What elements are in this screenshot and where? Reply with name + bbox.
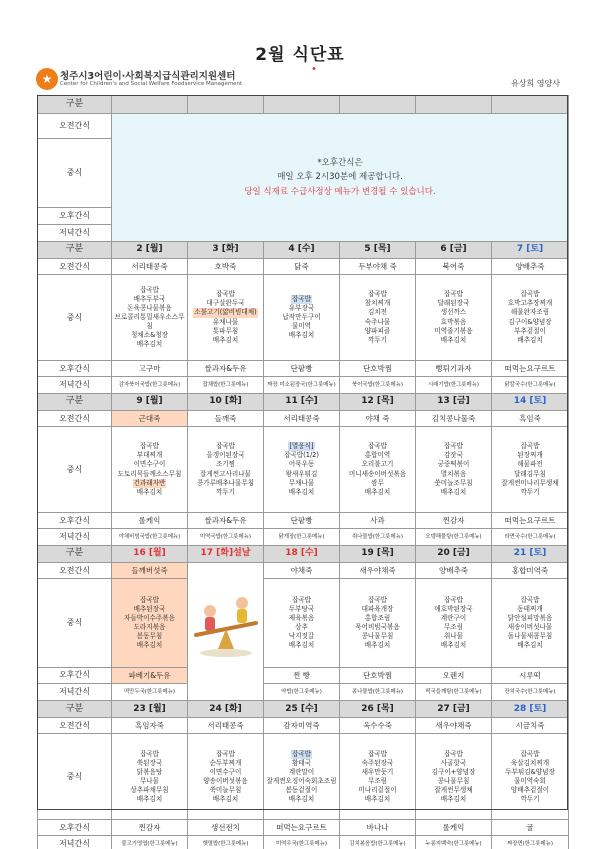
- lunch-item: 감잣국: [443, 451, 464, 460]
- lunch-item: 잡곡밥: [520, 749, 540, 758]
- lunch-item: 양배추겉절이: [510, 785, 550, 794]
- lunch-item: 물미역숙회: [514, 776, 546, 785]
- am-snack: 흑임죽: [492, 411, 569, 427]
- lunch-item: 배추김치: [136, 487, 163, 496]
- am-snack: 시금치죽: [492, 718, 569, 734]
- lunch-item: 잡곡밥(1/2): [284, 451, 319, 460]
- header-row-label: 구분: [38, 242, 112, 259]
- lunch-item: 잡곡밥: [367, 749, 388, 758]
- lunch-item: 애호박된장국: [434, 604, 473, 613]
- lunch-item: 잡곡밥: [443, 290, 464, 299]
- dinner-snack: 라면국수(한그릇메뉴): [492, 529, 569, 546]
- day-header: 27 [금]: [416, 701, 492, 718]
- lunch-item: 쑥미늘무침: [209, 785, 242, 794]
- pm-snack: 오렌지: [416, 667, 492, 683]
- lunch-item: 돈육콩나물볶음: [127, 303, 172, 312]
- lunch-item: 잡곡밥: [215, 442, 236, 451]
- lunch-item: 홍합조림: [364, 613, 391, 622]
- lunch-item: 잡곡밥: [291, 749, 312, 758]
- lunch-item: 잡곡밥: [139, 285, 160, 294]
- dinner-snack: 짜장 미소된장국(한그릇메뉴): [264, 377, 340, 394]
- lunch-item: 무조림: [443, 622, 464, 631]
- lunch-item: 묵어비빔국볶음: [355, 622, 400, 631]
- lunch-item: 김구이&양념장: [508, 317, 552, 326]
- am-snack: 닭죽: [264, 259, 340, 275]
- pm-snack: 단호박찜: [340, 667, 416, 683]
- lunch-item: 잡곡밥: [367, 442, 388, 451]
- lunch-item: 대파육개장: [361, 604, 394, 613]
- dinner-snack: 콩나물밥(한그릇메뉴): [340, 683, 416, 700]
- lunch-item: 조기찜: [215, 460, 236, 469]
- day-header: 6 [금]: [416, 242, 492, 259]
- lunch-item: 유채나물: [212, 317, 239, 326]
- pm-snack: 고구마: [112, 361, 188, 377]
- pm-row-label: 오후간식: [38, 361, 112, 377]
- lunch-item: 이면수구이: [133, 460, 166, 469]
- dinner-snack: 김치볶음밥(한그릇메뉴): [340, 836, 416, 849]
- lunch-item: 부대찌개: [136, 451, 163, 460]
- pm-snack: 롤케익: [112, 513, 188, 529]
- lunch-item: 배추김치: [288, 331, 315, 340]
- lunch-row-label: 중식: [38, 275, 112, 361]
- am-snack-label: 오전간식: [38, 114, 112, 139]
- lunch-item: 참치찌개: [364, 299, 391, 308]
- pm-snack: 파베기&두유: [112, 667, 188, 683]
- am-snack: 서리태콩죽: [264, 411, 340, 427]
- dinner-snack: 야채비빔국밥(한그릇메뉴): [112, 529, 188, 546]
- lunch-row-label: 중식: [38, 579, 112, 667]
- day-header: 19 [목]: [340, 546, 416, 563]
- lunch-item: 배추된장국: [133, 604, 166, 613]
- lunch-item: 상추파채무침: [130, 785, 169, 794]
- lunch-item: 잡곡밥: [520, 595, 540, 604]
- dinner-snack: 약밥(한그릇메뉴): [264, 683, 340, 700]
- lunch-item: 잡곡밥: [443, 595, 464, 604]
- lunch-item: 배추두부국: [133, 294, 166, 303]
- header-row-label: 구분: [38, 701, 112, 718]
- dinner-snack: 잔치국수(한그릇메뉴): [492, 683, 569, 700]
- pm-snack: 쌀과자&두유: [188, 513, 264, 529]
- lunch-row-label: 중식: [38, 734, 112, 820]
- dinner-row-label: 저녁간식: [38, 683, 112, 700]
- notice-line-2: 매일 오후 2시30분에 제공합니다.: [277, 172, 403, 183]
- lunch-item: 왕새우튀김: [285, 469, 318, 478]
- day-header: 24 [화]: [188, 701, 264, 718]
- am-snack: 김치콩나물죽: [416, 411, 492, 427]
- lunch-item: 소불고기(얇비빔대체): [194, 308, 257, 317]
- lunch-item: 두부탕국: [288, 604, 315, 613]
- am-snack: 감자미역죽: [264, 718, 340, 734]
- lunch-item: 달래김무침: [514, 469, 546, 478]
- lunch-item: 톳파무침: [212, 326, 239, 335]
- lunch-item: 호박볶음: [440, 317, 467, 326]
- decor-dot: •: [311, 64, 317, 75]
- lunch-item: 김구이+양념장: [431, 767, 476, 776]
- lunch-item: 김치전: [367, 308, 388, 317]
- lunch-item: 쑥된장국: [136, 758, 163, 767]
- lunch-item: 잡곡밥: [443, 442, 464, 451]
- lunch-item: 잡곡밥: [139, 749, 160, 758]
- am-row-label: 오전간식: [38, 563, 112, 579]
- lunch-item: 배추김치: [136, 641, 163, 650]
- header-label: 구분: [38, 96, 112, 114]
- lunch-item: 배추김치: [364, 487, 391, 496]
- lunch-item: 양파피클: [364, 326, 391, 335]
- dinner-snack: 떡만두국(한그릇메뉴): [112, 683, 188, 700]
- lunch-item: 두부튀김&양념장: [505, 767, 555, 776]
- lunch-item: 동태찌개: [517, 604, 543, 613]
- lunch-item: 유부장국: [288, 303, 315, 312]
- pm-row-label: 오후간식: [38, 667, 112, 683]
- lunch-item: 자들박이수주볶음: [124, 613, 175, 622]
- lunch-item: 돌나물새콤무침: [507, 632, 553, 641]
- am-row-label: 오전간식: [38, 718, 112, 734]
- lunch-item: 생선까스: [440, 308, 467, 317]
- lunch-item: 잘게썬무생채: [434, 785, 473, 794]
- dinner-snack: 잡채밥(한그릇메뉴): [188, 377, 264, 394]
- lunch-item: [멸웅식]: [289, 442, 314, 451]
- lunch-item: 미나리겉절이: [358, 785, 397, 794]
- lunch-item: 잡곡밥: [367, 290, 388, 299]
- am-snack: 양배추죽: [492, 259, 569, 275]
- lunch-item: 콩나물무침: [437, 776, 470, 785]
- pm-row-label: 오후간식: [38, 513, 112, 529]
- pm-snack: 단팥빵: [264, 361, 340, 377]
- lunch-item: 잡곡밥: [520, 442, 540, 451]
- center-name: 청주시3어린이·사회복지급식관리지원센터: [60, 71, 236, 82]
- lunch-item: 깍두기: [215, 487, 236, 496]
- lunch-item: 궁중떡볶이: [437, 460, 470, 469]
- dinner-snack: 누룽지백숙(한그릇메뉴): [416, 836, 492, 849]
- lunch-item: 닭안심피망볶음: [507, 613, 553, 622]
- lunch-item: 배추김치: [364, 795, 391, 804]
- am-snack: 근대죽: [112, 411, 188, 427]
- lunch-item: 육살김치찌개: [510, 758, 550, 767]
- lunch-item: 홍합미역: [364, 451, 391, 460]
- day-header: 18 [수]: [264, 546, 340, 563]
- day-header: 3 [화]: [188, 242, 264, 259]
- am-snack: 새우야채죽: [340, 563, 416, 579]
- am-snack: 호박죽: [188, 259, 264, 275]
- day-header: 11 [수]: [264, 394, 340, 411]
- pm-snack: 떠먹는요구르트: [264, 820, 340, 836]
- lunch-item: 깍두기: [520, 795, 540, 804]
- lunch-item: 배추김치: [440, 335, 467, 344]
- page-title: 2월 식단표: [255, 45, 345, 65]
- day-header: 9 [월]: [112, 394, 188, 411]
- day-header: 13 [금]: [416, 394, 492, 411]
- lunch-item: 잡곡밥: [215, 290, 236, 299]
- day-header: 26 [목]: [340, 701, 416, 718]
- notice-line-1: *오후간식은: [317, 157, 363, 168]
- am-row-label: 오전간식: [38, 411, 112, 427]
- pm-snack: 찐감자: [416, 513, 492, 529]
- day-header: 5 [목]: [340, 242, 416, 259]
- dietitian-name: 유상희 영양사: [511, 79, 560, 88]
- lunch-item: 된장찌개: [517, 451, 543, 460]
- am-snack: 서리태콩죽: [112, 259, 188, 275]
- dinner-snack: 떡국들깨탕(한그릇메뉴): [416, 683, 492, 700]
- dinner-snack: 미역국밥(한그릇메뉴): [188, 529, 264, 546]
- am-snack: 옥수수죽: [340, 718, 416, 734]
- pm-snack: 바나나: [340, 820, 416, 836]
- lunch-item: 취나물: [443, 632, 464, 641]
- lunch-item: 새우만둣기: [361, 767, 394, 776]
- lunch-item: 배추김치: [440, 641, 467, 650]
- am-snack: 홍합미역죽: [492, 563, 569, 579]
- lunch-item: 대구살완두국: [206, 299, 245, 308]
- lunch-item: 낙지젓갈: [288, 632, 315, 641]
- lunch-item: 봄동무침: [136, 632, 163, 641]
- lunch-item: 봄동겉절이: [285, 785, 318, 794]
- day-header: 16 [월]: [112, 546, 188, 563]
- lunch-item: 건과래자반: [133, 478, 166, 487]
- lunch-row-label: 중식: [38, 427, 112, 513]
- am-snack: 흑임자죽: [112, 718, 188, 734]
- lunch-item: 무나물: [139, 776, 160, 785]
- day-header: 14 [토]: [492, 394, 569, 411]
- pm-snack: 귤: [492, 820, 569, 836]
- am-snack: 두부야채 죽: [340, 259, 416, 275]
- am-snack: 새우야채죽: [416, 718, 492, 734]
- lunch-item: 무조림: [367, 776, 388, 785]
- am-snack: 야채죽: [264, 563, 340, 579]
- dinner-label: 저녁간식: [38, 225, 112, 242]
- lunch-item: 잘게썬고사리나물: [200, 469, 251, 478]
- lunch-item: 배추김치: [136, 795, 163, 804]
- lunch-item: 해물완자조림: [510, 308, 550, 317]
- header-row-label: 구분: [38, 394, 112, 411]
- am-snack: 들깨죽: [188, 411, 264, 427]
- dinner-snack: 닭개장(한그릇메뉴): [264, 529, 340, 546]
- am-snack: 북어죽: [416, 259, 492, 275]
- lunch-item: 콩가루배추나물무침: [196, 478, 255, 487]
- lunch-item: 배추김치: [440, 795, 467, 804]
- lunch-item: 순두부찌개: [209, 758, 242, 767]
- lunch-item: 콩나물무침: [361, 632, 394, 641]
- lunch-item: 배추김치: [212, 795, 239, 804]
- day-header: 2 [월]: [112, 242, 188, 259]
- dinner-snack: 감자북어국밥(한그릇메뉴): [112, 377, 188, 394]
- lunch-item: 달래된장국: [437, 299, 470, 308]
- center-logo-icon: ★: [36, 68, 58, 90]
- pm-snack: 생선전치: [188, 820, 264, 836]
- lunch-item: 미니새송이버섯볶음: [348, 469, 407, 478]
- pm-snack: 롤케익: [416, 820, 492, 836]
- am-row-label: 오전간식: [38, 259, 112, 275]
- lunch-item: 배추김치: [364, 641, 391, 650]
- pm-snack: 찐감자: [112, 820, 188, 836]
- lunch-item: 닭볶음탕: [136, 767, 163, 776]
- lunch-item: 도라지볶음: [133, 622, 166, 631]
- lunch-item: 깍두기: [520, 487, 540, 496]
- pm-snack: 쌀과자&두유: [188, 361, 264, 377]
- lunch-item: 이면수구이: [209, 767, 242, 776]
- lunch-item: 제육볶음: [288, 613, 315, 622]
- lunch-item: 잡곡밥: [291, 595, 312, 604]
- lunch-item: 올갱이된장국: [206, 451, 245, 460]
- day-header: 7 [토]: [492, 242, 569, 259]
- lunch-item: 쌈무: [371, 478, 384, 487]
- pm-snack: 시루떡: [492, 667, 569, 683]
- lunch-item: 잡곡밥: [520, 290, 540, 299]
- pm-snack: 뻥튀기과자: [416, 361, 492, 377]
- dinner-row-label: 저녁간식: [38, 529, 112, 546]
- lunch-item: 잡곡밥: [139, 595, 160, 604]
- lunch-item: 쑷미늘조무침: [434, 478, 473, 487]
- lunch-item: 배추김치: [517, 641, 543, 650]
- am-snack: 들깨버섯죽: [112, 563, 188, 579]
- lunch-item: 도토리묵들깨소스무침: [117, 469, 182, 478]
- header-row-label: 구분: [38, 546, 112, 563]
- lunch-label: 중식: [38, 139, 112, 208]
- day-header: 10 [화]: [188, 394, 264, 411]
- lunch-item: 브로콜리통밀새우소스무침: [114, 312, 185, 331]
- lunch-item: 계란말이: [288, 767, 315, 776]
- lunch-item: 숙주된장국: [361, 758, 394, 767]
- dinner-snack: 닭칼국수(한그릇메뉴): [492, 377, 569, 394]
- lunch-item: 숙주나물: [364, 317, 391, 326]
- pm-snack: 떠먹는요구르트: [492, 361, 569, 377]
- day-header: 21 [토]: [492, 546, 569, 563]
- lunch-item: 배추김치: [440, 487, 467, 496]
- lunch-item: 사골핫국: [440, 758, 467, 767]
- pm-snack: 단호박찜: [340, 361, 416, 377]
- lunch-item: 양송이버섯볶음: [203, 776, 248, 785]
- day-header: 4 [수]: [264, 242, 340, 259]
- table-frame: [37, 95, 568, 810]
- lunch-item: 청채소&청장: [131, 331, 168, 340]
- am-snack: 양배추죽: [416, 563, 492, 579]
- lunch-item: 배추김치: [212, 335, 239, 344]
- dinner-snack: 미역우국(한그릇메뉴): [264, 836, 340, 849]
- dinner-snack: 시래기밥(한그릇메뉴): [416, 377, 492, 394]
- dinner-row-label: 저녁간식: [38, 836, 112, 849]
- day-header: 12 [목]: [340, 394, 416, 411]
- lunch-item: 배추김치: [288, 795, 315, 804]
- lunch-item: 호박고추장찌개: [507, 299, 553, 308]
- lunch-item: 계란구이: [440, 613, 467, 622]
- dinner-snack: 오뎅해물탕(한그릇메뉴): [416, 529, 492, 546]
- center-name-en: Center for Children's and Social Welfare Foodservice Management: [60, 81, 243, 87]
- lunch-item: 잡곡밥: [367, 595, 388, 604]
- lunch-item: 미역줄기볶음: [434, 326, 473, 335]
- pm-snack-label: 오후간식: [38, 208, 112, 225]
- pm-snack: 떠먹는요구르트: [492, 513, 569, 529]
- dinner-snack: 햇멸밥(한그릇메뉴): [188, 836, 264, 849]
- lunch-item: 해물파전: [517, 460, 543, 469]
- day-header: 25 [수]: [264, 701, 340, 718]
- pm-snack: 사과: [340, 513, 416, 529]
- notice-line-3: 당일 식재료 수급사정상 메뉴가 변경될 수 있습니다.: [244, 186, 436, 197]
- day-header: 20 [금]: [416, 546, 492, 563]
- am-snack: 야채 죽: [340, 411, 416, 427]
- lunch-item: 납작만두구이: [282, 312, 321, 321]
- lunch-item: 잡곡밥: [443, 749, 464, 758]
- dinner-snack: 북어국밥(한그릇메뉴): [340, 377, 416, 394]
- lunch-item: 상추: [295, 622, 308, 631]
- lunch-item: 멸치볶음: [440, 469, 467, 478]
- lunch-item: 깍두기: [367, 335, 388, 344]
- lunch-item: 잡곡밥: [139, 442, 160, 451]
- lunch-item: 잘게썬오징어숙회초조림: [266, 776, 337, 785]
- dinner-snack: 취나물밥(한그릇메뉴): [340, 529, 416, 546]
- dinner-snack: 불고기영엽(한그릇메뉴): [112, 836, 188, 849]
- lunch-item: 오리불고기: [361, 460, 394, 469]
- lunch-item: 어묵우동: [288, 460, 315, 469]
- lunch-item: 물미역: [291, 322, 312, 331]
- dinner-snack: 짜장면(한그릇메뉴): [492, 836, 569, 849]
- lunch-item: 새송이버섯나물: [507, 622, 553, 631]
- lunch-item: 배추김치: [136, 340, 163, 349]
- lunch-item: 잡곡밥: [291, 294, 312, 303]
- dinner-row-label: 저녁간식: [38, 377, 112, 394]
- am-snack: 서리태콩죽: [188, 718, 264, 734]
- day-header: 23 [월]: [112, 701, 188, 718]
- lunch-item: 잘게썬미나리무생채: [501, 478, 559, 487]
- lunch-item: 배추김치: [288, 641, 315, 650]
- day-header: 28 [토]: [492, 701, 569, 718]
- lunch-item: 무채나물: [288, 478, 315, 487]
- lunch-item: 잡곡밥: [215, 749, 236, 758]
- lunch-item: 배추김치: [517, 335, 543, 344]
- pm-snack: 단팥빵: [264, 513, 340, 529]
- lunch-item: 부추겉절이: [514, 326, 546, 335]
- day-header: 17 [화]설날: [188, 546, 264, 563]
- pm-row-label: 오후간식: [38, 820, 112, 836]
- lunch-item: 배추김치: [288, 487, 315, 496]
- pm-snack: 찐 빵: [264, 667, 340, 683]
- lunch-item: 황태국: [291, 758, 312, 767]
